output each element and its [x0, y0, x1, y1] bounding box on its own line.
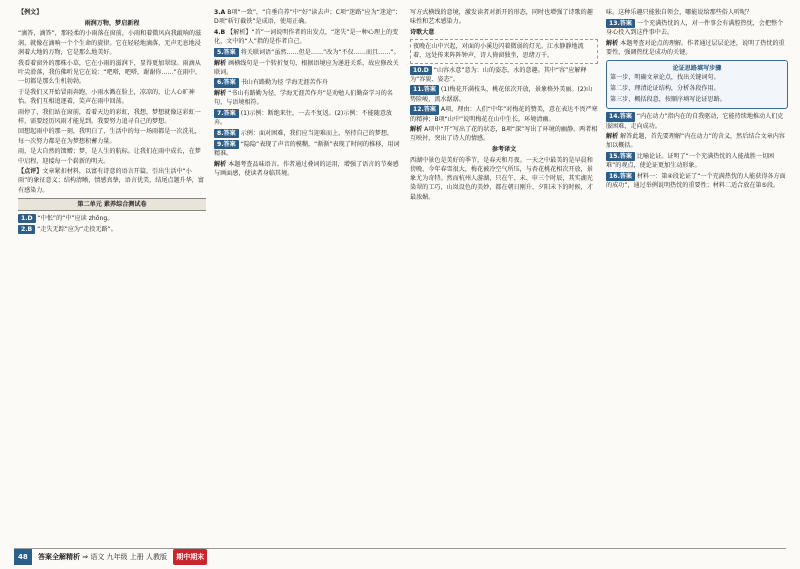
page-number: 48 — [14, 549, 32, 565]
analysis-item — [214, 160, 402, 178]
answer-item — [18, 225, 206, 234]
essay-paragraph: 雨停了，我们站在窗前，看着天边的彩虹，我想，梦想就像这彩虹一样，需要经历风雨才能见到。我要努力追寻自己的梦想。 — [18, 108, 201, 125]
analysis-text: 画横线句是一个转折复句，根据语境应为递进关系，故应修改关联词。 — [214, 59, 399, 76]
answer-item — [606, 152, 788, 170]
section-heading: 诗歌大意 — [410, 28, 435, 36]
analysis-text: 本题考查品味语言。作者通过叠词的运用，增强了语言的节奏感与画面感，使读者身临其境。 — [214, 160, 399, 177]
answer-item — [606, 19, 788, 37]
analysis-label: 解析 — [214, 90, 227, 98]
analysis-label: 解析 — [214, 59, 227, 67]
guide-step: 第三步，概括段意，按顺序填写论证思路。 — [610, 95, 726, 103]
guide-title: 论证思路填写步骤 — [672, 65, 722, 73]
answer-number: 3.A — [214, 9, 226, 16]
answer-text: 材料一：第④段论证了“一个充满热忱的人能获得各方面的成功”，通过举例说明热忱的重要性；材料二适合放在第⑤段。 — [606, 173, 786, 190]
comment-label: 【点评】 — [18, 168, 43, 176]
analysis-label: 解析 — [606, 133, 619, 141]
book-title: 答案全解精析 — [37, 553, 80, 561]
analysis-text: 本题考查对论点的理解。作者通过层层论述，说明了热忱的重要性，强调热忱是成功的关键。 — [606, 39, 785, 56]
essay-paragraph: 雨，是大自然的馈赠；梦，是人生的航标。让我们在雨中成长，在梦中启程，迎接每一个崭新的明天。 — [18, 148, 201, 165]
method-guide-box — [606, 60, 788, 109]
answer-text: “走失无踪”应为“走投无路”。 — [37, 225, 117, 233]
answer-number: 15.答案 — [606, 152, 635, 161]
answer-number: 8.答案 — [214, 129, 239, 138]
answer-text: “隐隐”表现了声音的模糊，“渐渐”表现了时间的推移，用词精准。 — [214, 140, 400, 157]
analysis-item — [214, 59, 402, 77]
answer-item — [214, 129, 402, 138]
analysis-text: “书山有路勤为径，学海无涯苦作舟”是劝勉人们勤奋学习的名句，与语境相符。 — [214, 90, 393, 107]
answer-text: 【解析】“首”一词说明作者的出发点，“迷失”是一种心理上的变化，文中的“人”指的是作者自己。 — [214, 28, 399, 46]
analysis-item — [410, 125, 598, 143]
analysis-item — [606, 132, 788, 150]
column-2 — [214, 8, 402, 545]
answer-text: 将关联词语“虽然……但是……”改为“不仅……而且……”。 — [240, 48, 400, 56]
analysis-label: 解析 — [410, 126, 423, 134]
answer-item — [606, 172, 788, 190]
continued-text: 写方式横线的意境，激发读者对新开的形态，同时也增强了诗歌的趣味性和艺术感染力。 — [410, 9, 593, 26]
essay-paragraph: 于是我们又开始冒雨奔跑，小雨水溅在脸上，凉凉的，让人心旷神怡。我们互相追逐着，笑声在雨中回荡。 — [18, 88, 195, 105]
answer-text: “山容水意”意为：山的姿态，水的意趣。其中“容”应解释为“容貌、姿态”。 — [410, 66, 587, 83]
analysis-label: 解析 — [214, 160, 227, 168]
essay-paragraph: 回想起雨中的那一刻，我明白了，生活中的每一场雨都是一次洗礼，每一次努力都是在为梦想积蓄力量。 — [18, 128, 201, 145]
answer-text: 比喻论证。证明了“一个充满热忱的人能战胜一切困难”的观点，使论证更加生动形象。 — [606, 153, 775, 170]
answer-number: 6.答案 — [214, 78, 239, 87]
answer-text: “中怅”的“中”应读 zhōng。 — [37, 215, 114, 223]
answer-item — [606, 112, 788, 130]
answer-item — [214, 8, 402, 26]
answer-item — [18, 214, 206, 223]
answer-number: 4.B — [214, 28, 226, 36]
arrow-icon: ⇒ — [82, 553, 89, 561]
answer-text: A项，理由：人们“中年”对梅花的赞美，意在表达不畏严寒的精神；B项“山中”说明梅花在山中生长，环境清幽。 — [410, 106, 598, 123]
answer-text: “内在动力”指内在的自我驱动，它能持续地推动人们克服困难，走向成功。 — [606, 113, 784, 130]
answer-number: 10.D — [410, 66, 432, 75]
unit-header: 第二单元 素养综合测试卷 — [18, 198, 206, 211]
answer-item — [410, 66, 598, 84]
analysis-item — [214, 89, 402, 107]
answer-item — [410, 105, 598, 123]
answer-text: 一个充满热忱的人，对一件事会有满腔热忱，会把整个身心投入到这件事中去。 — [606, 19, 784, 36]
answer-text: (1)梅花开满枝头，桃花依次开放，景象格外美丽。(2)山势险峻，流水潺潺。 — [410, 86, 593, 103]
column-4 — [606, 8, 788, 545]
answer-number: 1.D — [18, 214, 36, 223]
answer-item — [214, 48, 402, 57]
answer-text: 示例：面对困难，我们应当迎难而上，坚持自己的梦想。 — [240, 129, 394, 137]
column-3 — [410, 8, 598, 545]
answer-number: 11.答案 — [410, 85, 439, 94]
comment — [18, 167, 206, 195]
analysis-item — [606, 39, 788, 57]
answer-number: 5.答案 — [214, 48, 239, 57]
series-logo: 期中期末 — [173, 549, 207, 565]
poem-passage: 夜晚在山中兴起，对面的小溪边闪着微弱的灯光。江水静静地流着，远处传来阵阵钟声，诗人倚窗独坐，思绪万千。 — [410, 39, 598, 63]
answer-number: 2.B — [18, 225, 35, 234]
answer-item — [214, 109, 402, 127]
answer-number: 7.答案 — [214, 109, 239, 118]
answer-text: (1)示例：断绝来往，一去不复返。(2)示例：不能随意放弃。 — [214, 110, 393, 127]
answer-item — [214, 140, 402, 158]
essay-paragraph: “滴答，滴答”，那轻柔的小雨落在窗前，小雨和着微风向我敲响的滋润，就像在滴响一个个生命的旋律。它在轻轻地滴落，无声无息地浸润着大地的万物，它是那么地美好。 — [18, 30, 202, 56]
subject-info: 语文 九年级 上册 人教版 — [90, 553, 168, 561]
answer-number: 16.答案 — [606, 172, 635, 181]
analysis-text: A项中“开”写出了花的状态，B项“深”写出了环境的幽静。两者相互映衬，突出了诗人的情感。 — [410, 126, 598, 143]
essay-paragraph: 我看着窗外的那株小草，它在小雨的滋润下，显得更加翠绿。雨滴从叶尖滑落，我仿佛听见它在说：“吧嗒，吧嗒，谢谢你……”在雨中，一切都是那么生机勃勃。 — [18, 59, 202, 85]
guide-step: 第一步，明确文章论点，找出关键词句。 — [610, 74, 720, 82]
answer-number: 13.答案 — [606, 19, 635, 28]
essay-title: 雨润万物，梦启新程 — [84, 19, 140, 27]
answer-text: 书山有路勤为径 学海无涯苦作舟 — [240, 79, 328, 87]
answer-item — [214, 78, 402, 87]
continued-text: 味。这种乐趣只能独自领会，哪能说给那些俗人听呢？ — [606, 9, 753, 16]
page-footer — [14, 548, 786, 565]
answer-item — [214, 28, 402, 46]
answer-text: B项“一致”，“自垂自养”中“好”读去声；C项“迷路”应为“迷途”；D项“斩钉截铁”是成语，使用正确。 — [214, 9, 402, 26]
section-heading: 参考译文 — [491, 146, 517, 154]
analysis-label: 解析 — [606, 39, 619, 47]
answer-number: 12.答案 — [410, 105, 439, 114]
example-label: 【例文】 — [18, 9, 43, 16]
column-1 — [18, 8, 206, 545]
guide-step: 第二步，理清论证结构，分析各段作用。 — [610, 84, 720, 92]
answer-item — [410, 85, 598, 103]
comment-text: 文章紧扣材料，以富有诗意的语言开篇，引出生活中“小雨”的象征意义；结构清晰，情感真挚，语言优美，结尾点题升华，富有感染力。 — [18, 168, 204, 194]
answer-number: 14.答案 — [606, 112, 635, 121]
answer-number: 9.答案 — [214, 140, 239, 149]
translation-text: 西湖中景色是美好的季节，是春天和月夜。一天之中最美的是早晨和傍晚，今年春雪很大，梅花被冷空气所压，与杏花桃花相次开放，景象尤为奇特。然而杭州人游湖，只在午、未、申三个时辰，其实湖光染翠的工巧，山岚设色的美妙，都在朝日刚升、夕阳未下的时候，才最浓媚。 — [410, 156, 593, 201]
analysis-text: 解答此题，首先要理解“内在动力”的含义，然后结合文章内容加以概括。 — [606, 133, 785, 150]
